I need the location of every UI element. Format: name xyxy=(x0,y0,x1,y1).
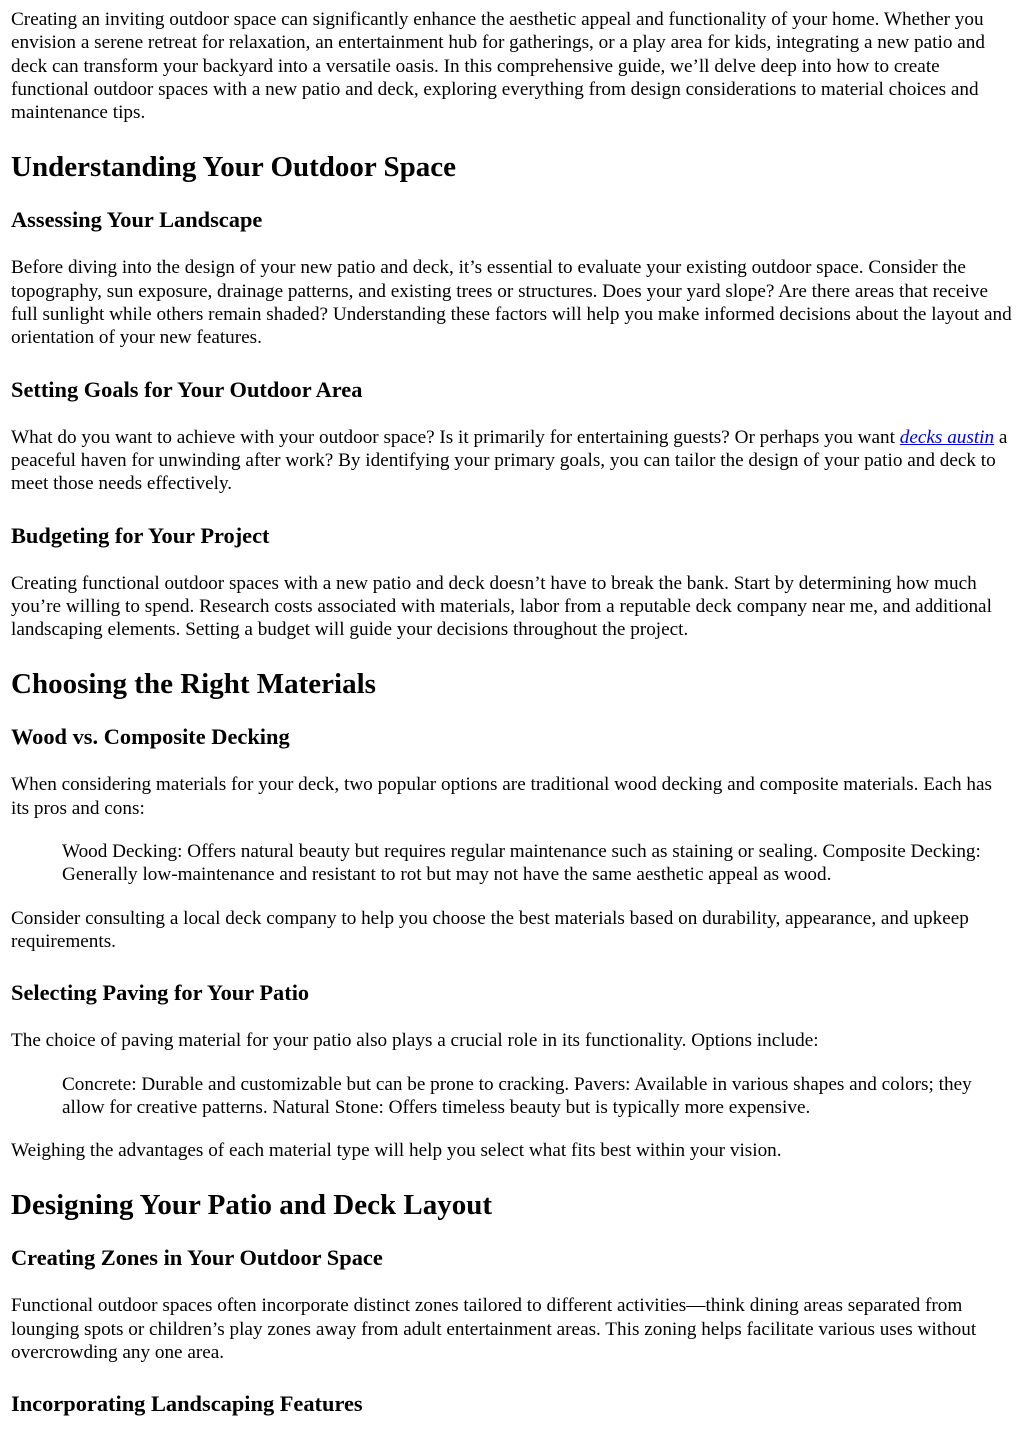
paragraph-assessing-landscape: Before diving into the design of your new patio and deck, it’s essential to evaluate your existing outdoor space. Consider the topography, sun exposure, drainage patterns, and existing trees or structures. Does your yard slope? Are there areas that receive full sunlight while others remain shaded? Understanding these factors will help you make informed decisions about the layout and orientation of your new features. xyxy=(11,257,1012,349)
paragraph-budgeting: Creating functional outdoor spaces with a new patio and deck doesn’t have to break the bank. Start by determining how much you’re willing to spend. Research costs associated with materials, labor from a reputable deck company near me, and additional landscaping elements. Setting a budget will guide your decisions throughout the project. xyxy=(11,572,992,641)
paragraph-setting-goals xyxy=(11,426,1014,496)
goals-text-before: What do you want to achieve with your outdoor space? Is it primarily for entertaining guests? Or perhaps you want xyxy=(11,426,900,448)
subheading-selecting-paving: Selecting Paving for Your Patio xyxy=(11,980,310,1006)
subheading-assessing-landscape: Assessing Your Landscape xyxy=(11,207,263,233)
section-heading-materials: Choosing the Right Materials xyxy=(11,668,376,701)
article xyxy=(11,8,1014,1417)
decks-austin-link[interactable]: decks austin xyxy=(899,426,995,448)
intro-paragraph: Creating an inviting outdoor space can significantly enhance the aesthetic appeal and functionality of your home. Whether you envision a serene retreat for relaxation, an entertainment hub for gatherings, or a play area for kids, integrating a new patio and deck can transform your backyard into a versatile oasis. In this comprehensive guide, we’ll delve deep into how to create functional outdoor spaces with a new patio and deck, exploring everything from design considerations to material choices and maintenance tips. xyxy=(11,9,985,124)
goals-text-after: a peaceful haven for unwinding after work? By identifying your primary goals, you can tailor the design of your patio and deck to meet those needs effectively. xyxy=(11,426,1008,495)
section-heading-designing-layout: Designing Your Patio and Deck Layout xyxy=(11,1189,492,1222)
paragraph-consult-deck-company: Consider consulting a local deck company to help you choose the best materials based on durability, appearance, and upkeep requirements. xyxy=(11,907,969,952)
subheading-wood-vs-composite: Wood vs. Composite Decking xyxy=(11,724,290,750)
subheading-creating-zones: Creating Zones in Your Outdoor Space xyxy=(11,1245,383,1271)
paragraph-weighing-advantages: Weighing the advantages of each material type will help you select what fits best within your vision. xyxy=(11,1140,782,1162)
paragraph-selecting-paving: The choice of paving material for your patio also plays a crucial role in its functionality. Options include: xyxy=(11,1030,819,1052)
decking-options-quote: Wood Decking: Offers natural beauty but requires regular maintenance such as staining or sealing. Composite Decking: Generally low-maintenance and resistant to rot but may not have the same aesthetic appeal as wood. xyxy=(62,841,981,886)
subheading-budgeting: Budgeting for Your Project xyxy=(11,522,270,548)
subheading-setting-goals: Setting Goals for Your Outdoor Area xyxy=(11,376,363,402)
subheading-landscaping-features: Incorporating Landscaping Features xyxy=(11,1391,363,1417)
paving-options-quote: Concrete: Durable and customizable but can be prone to cracking. Pavers: Available in various shapes and colors; they allow for creative patterns. Natural Stone: Offers timeless beauty but is typically more expensive. xyxy=(62,1073,972,1118)
section-heading-understanding: Understanding Your Outdoor Space xyxy=(11,151,457,184)
paragraph-wood-vs-composite: When considering materials for your deck, two popular options are traditional wood decking and composite materials. Each has its pros and cons: xyxy=(11,774,992,819)
paragraph-creating-zones: Functional outdoor spaces often incorporate distinct zones tailored to different activities—think dining areas separated from lounging spots or children’s play zones away from adult entertainment areas. This zoning helps facilitate various uses without overcrowding any one area. xyxy=(11,1295,977,1364)
